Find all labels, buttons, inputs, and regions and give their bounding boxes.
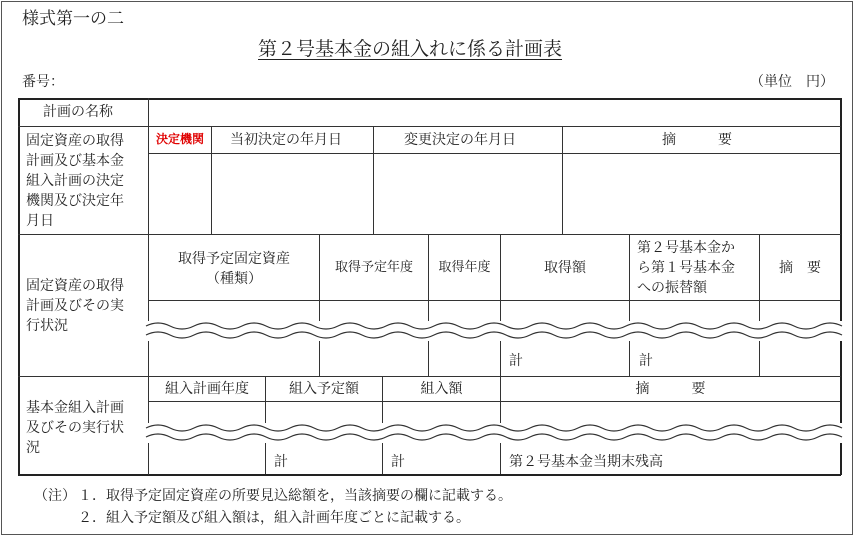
remarks-header: 摘 要 bbox=[662, 132, 732, 148]
balance-label: 第２号基本金当期末残高 bbox=[509, 454, 663, 470]
decision-row-label: 固定資産の取得 計画及び基本金 組入計画の決定 機関及び決定年 月日 bbox=[26, 133, 124, 229]
planned-asset-header: 取得予定固定資産 （種類） bbox=[178, 251, 290, 287]
contribution-row-label: 基本金組入計画 及びその実行状 況 bbox=[26, 400, 124, 456]
page-title: 第２号基本金の組入れに係る計画表 bbox=[258, 38, 563, 60]
acquired-year-header: 取得年度 bbox=[438, 260, 491, 275]
table-right-border bbox=[840, 98, 842, 475]
transfer-total-label: 計 bbox=[639, 353, 653, 369]
actual-contribution-header: 組入額 bbox=[420, 381, 463, 397]
decision-body-header: 決定機関 bbox=[156, 132, 205, 146]
break-mark-icon bbox=[146, 420, 846, 446]
initial-date-header: 当初決定の年月日 bbox=[230, 132, 342, 148]
note-item: １．取得予定固定資産の所要見込総額を，当該摘要の欄に記載する。 bbox=[78, 488, 512, 504]
unit-label: （単位 円） bbox=[750, 74, 834, 90]
number-label: 番号： bbox=[22, 74, 64, 90]
planned-contribution-header: 組入予定額 bbox=[289, 381, 359, 397]
transfer-amount-header: 第２号基本金か ら第１号基本金 への振替額 bbox=[637, 240, 735, 296]
notes-prefix: （注） bbox=[34, 488, 76, 504]
note-item: ２．組入予定額及び組入額は，組入計画年度ごとに記載する。 bbox=[78, 510, 470, 526]
plan-name-label: 計画の名称 bbox=[43, 104, 113, 120]
form-label: 様式第一の二 bbox=[22, 9, 124, 29]
actual-total-label: 計 bbox=[391, 454, 405, 470]
contribution-remarks-header: 摘 要 bbox=[635, 381, 706, 397]
change-date-header: 変更決定の年月日 bbox=[404, 132, 516, 148]
break-mark-icon bbox=[146, 318, 846, 344]
amount-total-label: 計 bbox=[509, 353, 523, 369]
planned-year-header: 取得予定年度 bbox=[334, 260, 413, 275]
acquisition-remarks-header: 摘 要 bbox=[779, 260, 821, 276]
planned-total-label: 計 bbox=[274, 454, 288, 470]
table-top-border bbox=[18, 98, 841, 100]
table-left-border bbox=[18, 98, 20, 475]
contribution-year-header: 組入計画年度 bbox=[165, 381, 249, 397]
table-bottom-border bbox=[18, 474, 841, 476]
acquired-amount-header: 取得額 bbox=[544, 260, 586, 276]
acquisition-row-label: 固定資産の取得 計画及びその実 行状況 bbox=[26, 278, 124, 334]
